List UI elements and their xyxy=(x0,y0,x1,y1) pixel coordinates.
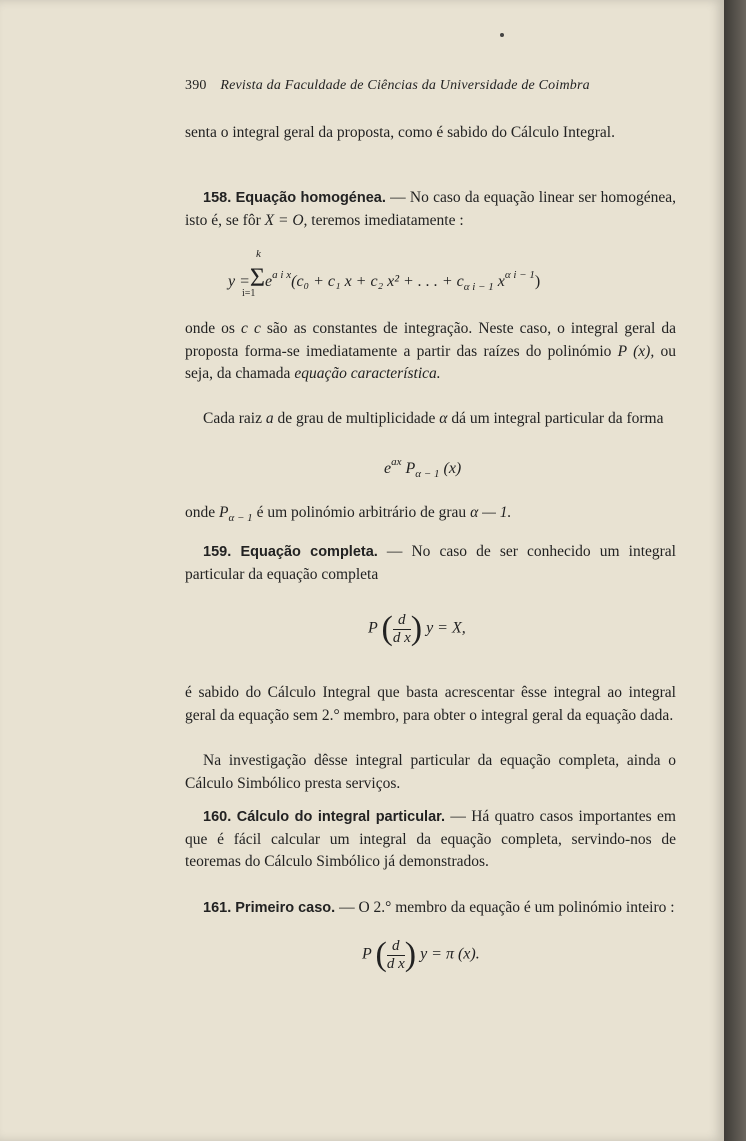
eq2-arg: (x) xyxy=(439,460,462,477)
p4-b: é um polinómio arbitrário de grau xyxy=(252,504,471,521)
eq1-last-sub: α i − 1 xyxy=(463,281,494,293)
p3-root: a xyxy=(265,410,274,427)
eq1-lhs: y = xyxy=(228,273,250,290)
p3-c: dá um integral particular da forma xyxy=(447,410,664,427)
eq3-rhs: y = X, xyxy=(422,619,466,637)
eq1-x: x xyxy=(493,273,505,290)
sigma-symbol: Σ xyxy=(249,263,266,292)
section-158-title: 158. Equação homogénea. xyxy=(203,190,386,206)
p2-cc: c c xyxy=(241,320,261,337)
left-paren: ( xyxy=(375,936,387,973)
ink-speck xyxy=(500,33,504,37)
eq4-numerator: d xyxy=(387,938,405,956)
right-paren: ) xyxy=(410,610,423,647)
p3-alpha: α xyxy=(439,410,448,427)
eq1-close: ) xyxy=(534,273,541,290)
p4-degree: α — 1. xyxy=(470,504,512,521)
section-160 xyxy=(185,806,676,874)
paragraph-polynomial xyxy=(185,502,676,530)
equation-first-case xyxy=(362,936,480,974)
p2-a: onde os xyxy=(185,320,242,337)
equation-particular-form xyxy=(384,456,461,480)
p2-equation-name: equação característica. xyxy=(294,365,441,382)
sum-upper-limit: k xyxy=(256,248,261,260)
section-161-title: 161. Primeiro caso. xyxy=(203,900,336,916)
p2-b: são as constantes de integração. Neste caso, o integral geral da proposta forma-se imediatamente a partir das raízes do polinómio xyxy=(185,320,676,360)
section-161 xyxy=(185,897,676,920)
section-161-text: — O 2.° membro da equação é um polinómio inteiro : xyxy=(335,899,675,916)
p3-a: Cada raiz xyxy=(203,410,266,427)
eq2-sub: α − 1 xyxy=(415,468,440,480)
eq4-fraction xyxy=(387,938,405,973)
paragraph-general: é sabido do Cálculo Integral que basta acrescentar êsse integral ao integral geral da equação sem 2.° membro, para obter o integral geral da equação dada. xyxy=(185,684,676,724)
p4-p: P xyxy=(219,504,229,521)
p2-px: P (x), xyxy=(617,342,655,360)
p4-a: onde xyxy=(185,504,220,521)
paragraph-root xyxy=(185,408,676,431)
right-paren: ) xyxy=(404,936,417,973)
eq4-rhs: y = π (x). xyxy=(416,945,480,963)
paragraph-constants xyxy=(185,318,676,386)
equation-complete xyxy=(368,610,466,648)
section-159-title: 159. Equação completa. xyxy=(203,544,378,560)
eq3-numerator: d xyxy=(393,612,411,630)
eq2-base: e xyxy=(384,460,392,477)
section-160-title: 160. Cálculo do integral particular. xyxy=(203,809,446,825)
eq2-p: P xyxy=(401,460,416,477)
eq1-exp-base: e xyxy=(265,273,273,290)
eq4-denominator: d x xyxy=(386,955,405,972)
section-158-condition: X = O, xyxy=(264,211,308,229)
eq1-body: (c₀ + c₁ x + c₂ x² + . . . + c xyxy=(291,273,464,290)
page-edge-shadow xyxy=(724,0,746,1141)
p4-sub: α − 1 xyxy=(228,512,253,524)
left-paren: ( xyxy=(381,610,393,647)
eq3-fraction xyxy=(393,612,411,647)
eq2-power: ax xyxy=(391,456,402,468)
page-number: 390 xyxy=(185,78,207,93)
eq3-denominator: d x xyxy=(392,629,411,646)
section-158-text-a: — No caso da equação linear ser homogénea, isto é, se fôr xyxy=(185,189,677,229)
section-158-text-b: teremos imediatamente : xyxy=(307,211,464,229)
paragraph-intro: senta o integral geral da proposta, como é sabido do Cálculo Integral. xyxy=(185,124,615,141)
paragraph-symbolic: Na investigação dêsse integral particular da equação completa, ainda o Cálculo Simbólico presta serviços. xyxy=(185,752,676,792)
eq4-p: P xyxy=(362,945,372,963)
section-159 xyxy=(185,541,676,586)
section-159-text: — No caso de ser conhecido um integral particular da equação completa xyxy=(185,543,676,583)
section-158 xyxy=(185,187,676,232)
sum-lower-limit: i=1 xyxy=(242,288,256,299)
journal-title: Revista da Faculdade de Ciências da Universidade de Coimbra xyxy=(220,78,590,93)
eq3-p: P xyxy=(368,619,378,637)
section-160-text: — Há quatro casos importantes em que é fácil calcular um integral da equação completa, servindo-nos de teoremas do Cálculo Simbólico já demonstrados. xyxy=(185,808,676,870)
eq1-exp-power: a i x xyxy=(272,269,292,281)
p3-b: de grau de multiplicidade xyxy=(273,410,440,427)
eq1-x-power: α i − 1 xyxy=(504,269,535,281)
running-header xyxy=(185,78,640,94)
p2-c: ou seja, da chamada xyxy=(185,342,676,382)
